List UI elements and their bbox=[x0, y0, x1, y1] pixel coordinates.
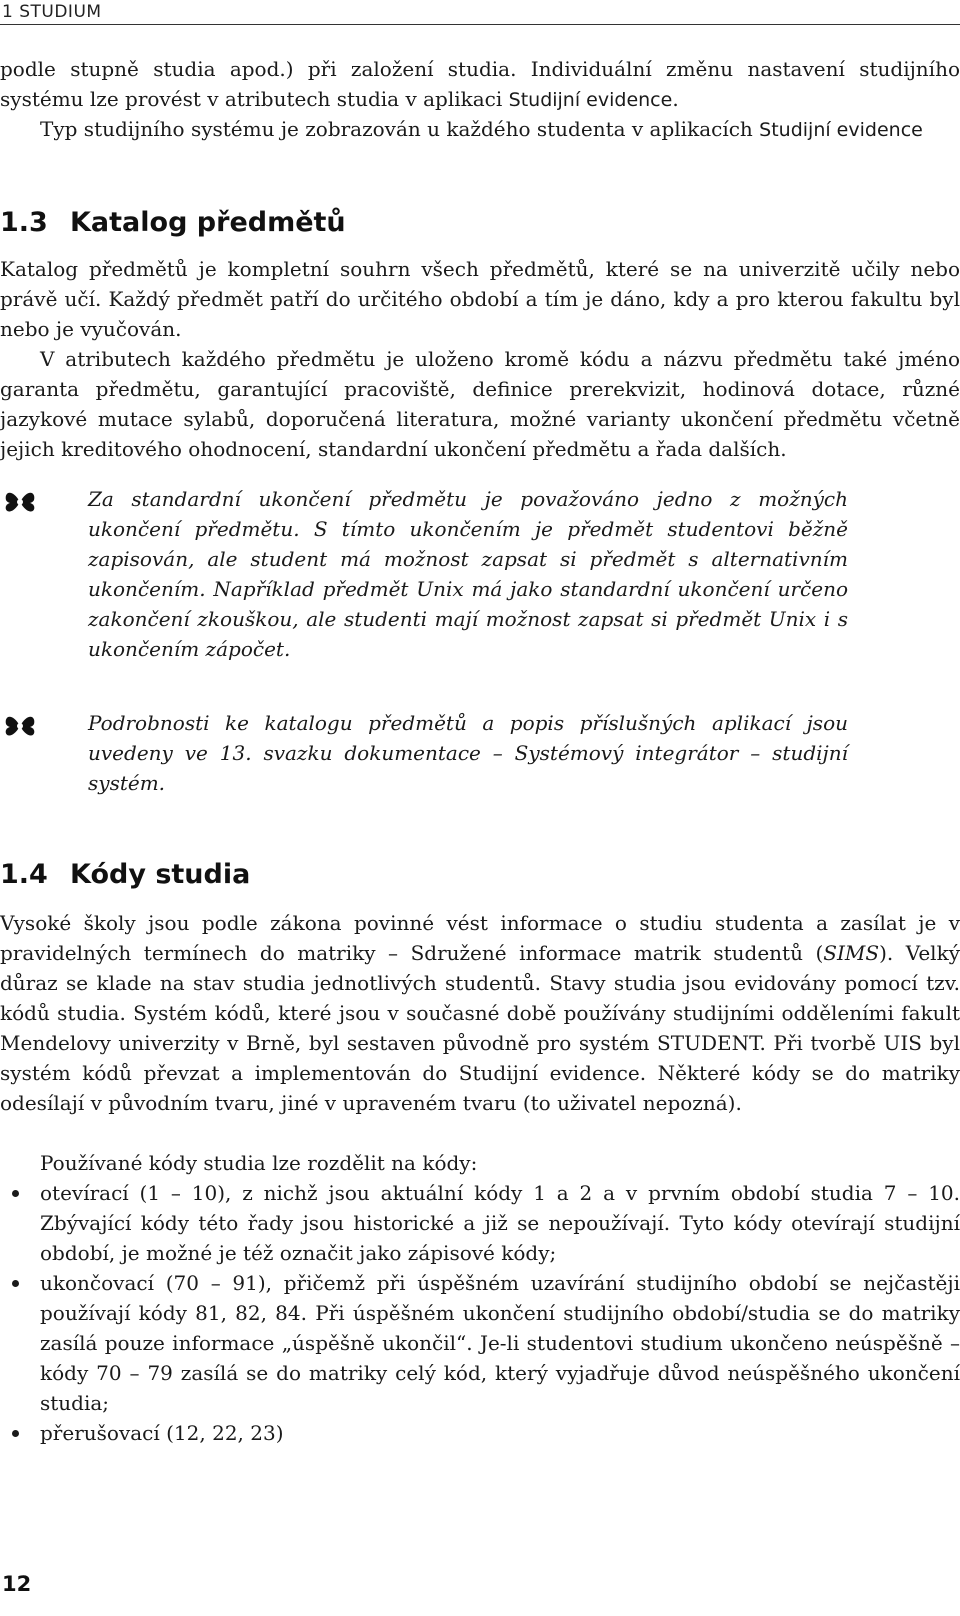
note-text-2: Podrobnosti ke katalogu předmětů a popis příslušných aplikací jsou uvedeny ve 13. svazku dokumentace – Systémový integrátor – studijní systém. bbox=[88, 711, 848, 795]
abbr-sims: SIMS bbox=[823, 941, 880, 965]
section-title: Kódy studia bbox=[70, 859, 251, 890]
running-header-title: 1 STUDIUM bbox=[2, 2, 102, 22]
study-codes-list bbox=[0, 1178, 960, 1448]
study-system-text: Typ studijního systému je zobrazován u každého studenta v aplikacích bbox=[40, 117, 760, 141]
study-codes-paragraph-2: Používané kódy studia lze rozdělit na kódy: bbox=[40, 1151, 478, 1175]
list-item bbox=[0, 1178, 960, 1268]
bullet-dot-icon bbox=[12, 1280, 19, 1287]
note-text-1: Za standardní ukončení předmětu je považováno jedno z možných ukončení předmětu. S tímto ukončením je předmět studentovi běžně zapisován, ale student má možnost zapsat si předmět s alternativním ukončením. Například předmět Unix má jako standardní ukončení určeno zakončení zkouškou, ale studenti mají možnost zapsat si předmět Unix i s ukončením zápočet. bbox=[88, 487, 848, 661]
bullet-dot-icon bbox=[12, 1190, 19, 1197]
section-heading-1-4 bbox=[0, 858, 250, 892]
ornament-flower-icon bbox=[2, 484, 38, 520]
section-heading-1-3 bbox=[0, 206, 346, 240]
page-number: 12 bbox=[2, 1572, 32, 1596]
study-codes-text: Vysoké školy jsou podle zákona povinné vést informace o studiu studenta a zasílat je v pravidelných termínech do matriky – Sdružené informace matrik studentů ( bbox=[0, 911, 960, 965]
list-item-text: otevírací (1 – 10), z nichž jsou aktuální kódy 1 a 2 a v prvním období studia 7 – 10. Zbývající kódy této řady jsou historické a již se nepoužívají. Tyto kódy otevírají studijní období, je možné je též označit jako zápisové kódy; bbox=[40, 1181, 960, 1265]
running-header bbox=[0, 2, 960, 25]
intro-paragraph bbox=[0, 54, 960, 115]
list-item bbox=[0, 1418, 960, 1448]
section-title: Katalog předmětů bbox=[70, 207, 346, 238]
study-system-paragraph bbox=[0, 114, 960, 145]
study-codes-text-rest: ). Velký důraz se klade na stav studia jednotlivých studentů. Stavy studia jsou evidovány pomocí tzv. kódů studia. Systém kódů, které jsou v současné době používány studijními odděleními fakult Mendelovy univerzity v Brně, byl sestaven původně pro systém STUDENT. Při tvorbě UIS byl systém kódů převzat a implementován do Studijní evidence. Některé kódy se do matriky odesílají v původním tvaru, jiné v upraveném tvaru (to uživatel nepozná). bbox=[0, 941, 960, 1115]
study-codes-paragraph-1 bbox=[0, 908, 960, 1118]
app-name-studijni-evidence-2: Studijní evidence bbox=[759, 119, 923, 141]
intro-text: podle stupně studia apod.) při založení studia. Individuální změnu nastavení studijního systému lze provést v atributech studia v aplikaci bbox=[0, 57, 960, 111]
list-item bbox=[0, 1268, 960, 1418]
bullet-dot-icon bbox=[12, 1430, 19, 1437]
section-number: 1.4 bbox=[0, 859, 48, 890]
list-item-text: ukončovací (70 – 91), přičemž při úspěšném uzavírání studijního období se nejčastěji používají kódy 81, 82, 84. Při úspěšném ukončení studijního období/studia se do matriky zasílá pouze informace „úspěšně ukončil“. Je-li studentovi studium ukončeno neúspěšně – kódy 70 – 79 zasílá se do matriky celý kód, který vyjadřuje důvod neúspěšného ukončení studia; bbox=[40, 1271, 960, 1415]
app-name-studijni-evidence: Studijní evidence bbox=[508, 89, 673, 111]
list-item-text: přerušovací (12, 22, 23) bbox=[40, 1421, 284, 1445]
catalog-paragraph-2: V atributech každého předmětu je uloženo kromě kódu a názvu předmětu také jméno garanta předmětu, garantující pracoviště, definice prerekvizit, hodinová dotace, různé jazykové mutace sylabů, doporučená literatura, možné varianty ukončení předmětu včetně jejich kreditového ohodnocení, standardní ukončení předmětu a řada dalších. bbox=[0, 347, 960, 461]
catalog-paragraph-1: Katalog předmětů je kompletní souhrn všech předmětů, které se na univerzitě učily nebo právě učí. Každý předmět patří do určitého období a tím je dáno, kdy a pro kterou fakultu byl nebo je vyučován. bbox=[0, 257, 960, 341]
ornament-flower-icon bbox=[2, 708, 38, 744]
intro-text-end: . bbox=[672, 87, 679, 111]
section-number: 1.3 bbox=[0, 207, 48, 238]
